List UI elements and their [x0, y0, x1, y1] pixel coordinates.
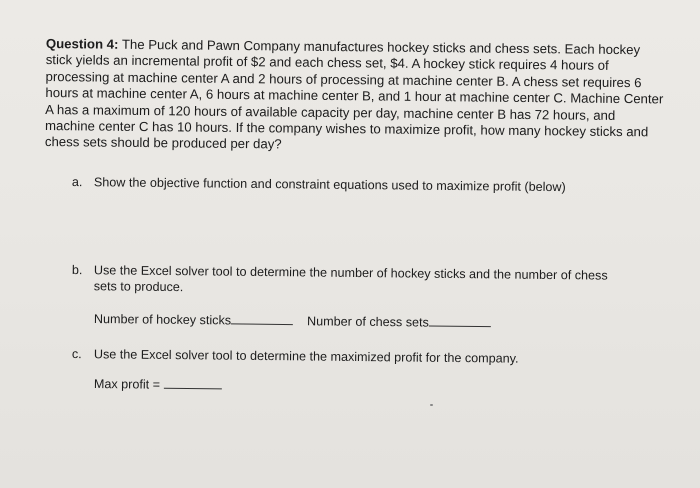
hockey-sticks-label: Number of hockey sticks	[93, 311, 232, 328]
part-a-text: Show the objective function and constraint equations used to maximize profit (below)	[93, 175, 566, 195]
part-c-marker: c.	[71, 346, 82, 362]
max-profit-label: Max profit =	[93, 376, 161, 392]
part-b	[72, 262, 632, 300]
max-profit-blank[interactable]	[164, 376, 222, 390]
question-label: Question 4:	[45, 36, 119, 52]
part-b-marker: b.	[71, 262, 83, 278]
part-c-answer	[94, 375, 222, 392]
part-a	[72, 174, 632, 196]
chess-sets-blank[interactable]	[429, 314, 491, 328]
part-b-text-line1: Use the Excel solver tool to determine the number of hockey sticks and the number of chess	[93, 263, 608, 283]
question-4-paragraph	[45, 36, 666, 157]
part-c	[72, 346, 632, 368]
hockey-sticks-blank[interactable]	[231, 311, 293, 325]
question-text: The Puck and Pawn Company manufactures hockey sticks and chess sets. Each hockey stick yields an incremental profit of $2 and each chess set, $4. A hockey stick requires 4 hours of processing at machine center A and 2 hours of processing at machine center B. A chess set requires 6 hours at machine center A, 6 hours at machine center B, and 1 hour at machine center C. Machine Center A has a maximum of 120 hours of available capacity per day, machine center B has 72 hours, and machine center C has 10 hours. If the company wishes to maximize profit, how many hockey sticks and chess sets should be produced per day?	[44, 36, 664, 152]
part-b-answers	[94, 310, 491, 330]
part-a-marker: a.	[71, 174, 83, 190]
part-b-text-line2: sets to produce.	[93, 279, 184, 295]
chess-sets-label: Number of chess sets	[307, 314, 429, 330]
part-c-text: Use the Excel solver tool to determine the maximized profit for the company.	[93, 347, 519, 366]
paper-speck	[430, 404, 433, 406]
